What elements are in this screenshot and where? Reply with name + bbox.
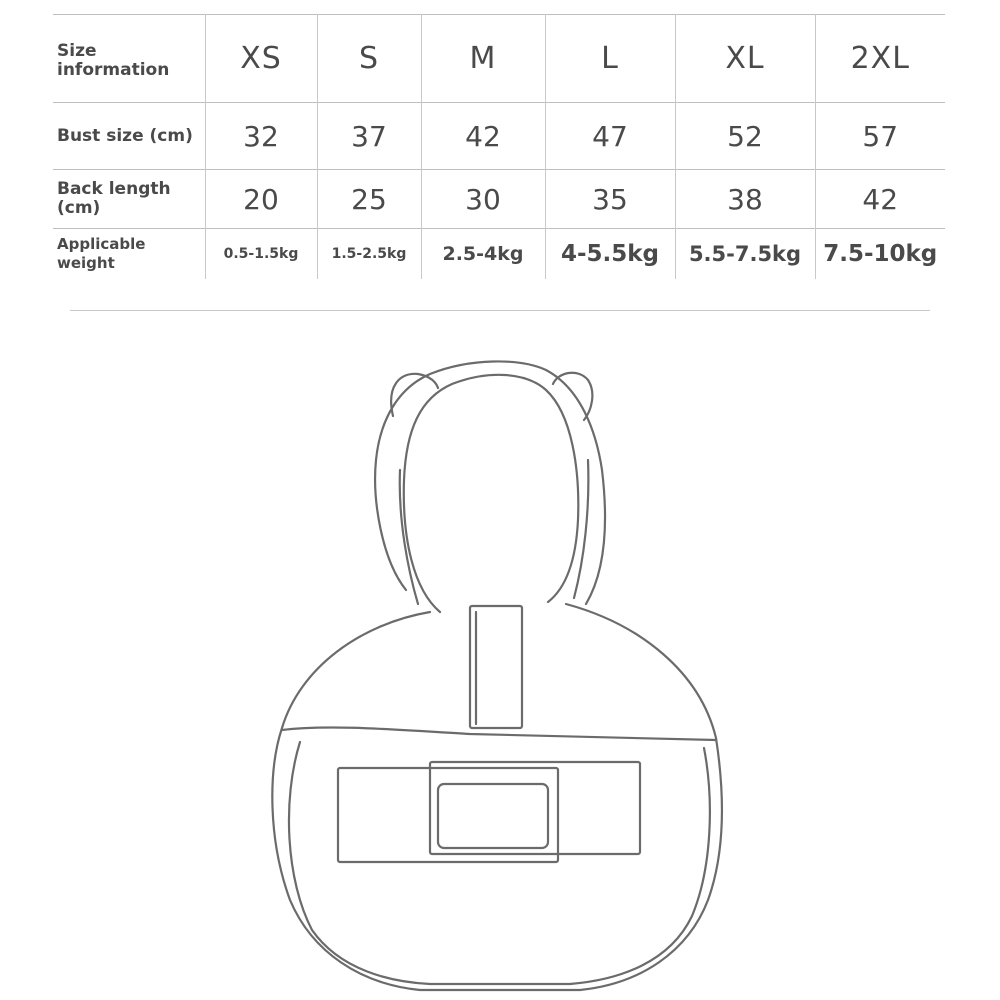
hood-brim-right [574, 460, 588, 598]
bust-2xl: 57 [815, 103, 945, 170]
weight-l: 4-5.5kg [545, 229, 675, 280]
back-2xl: 42 [815, 170, 945, 229]
velcro-patch [438, 784, 548, 848]
size-s: S [317, 15, 421, 103]
shoulder-seam [282, 727, 716, 740]
bust-s: 37 [317, 103, 421, 170]
applicable-weight-label: Applicable weight [57, 235, 146, 272]
bust-xl: 52 [675, 103, 815, 170]
bust-m: 42 [421, 103, 545, 170]
left-ear [391, 374, 438, 416]
weight-xl: 5.5-7.5kg [675, 229, 815, 280]
weight-s: 1.5-2.5kg [317, 229, 421, 280]
weight-2xl: 7.5-10kg [815, 229, 945, 280]
weight-m: 2.5-4kg [421, 229, 545, 280]
size-l: L [545, 15, 675, 103]
size-xs: XS [205, 15, 317, 103]
back-l: 35 [545, 170, 675, 229]
bust-xs: 32 [205, 103, 317, 170]
neck-strap [470, 606, 522, 728]
bust-l: 47 [545, 103, 675, 170]
hood-inner [404, 375, 579, 612]
weight-xs: 0.5-1.5kg [205, 229, 317, 280]
back-m: 30 [421, 170, 545, 229]
back-length-label: Back length (cm) [57, 179, 171, 218]
cape-outline [272, 604, 722, 990]
size-information-label: Size information [57, 40, 170, 80]
bust-size-label: Bust size (cm) [57, 125, 193, 146]
size-xl: XL [675, 15, 815, 103]
belly-strap-right [430, 762, 640, 854]
back-s: 25 [317, 170, 421, 229]
size-2xl: 2XL [815, 15, 945, 103]
back-xs: 20 [205, 170, 317, 229]
back-xl: 38 [675, 170, 815, 229]
size-m: M [421, 15, 545, 103]
